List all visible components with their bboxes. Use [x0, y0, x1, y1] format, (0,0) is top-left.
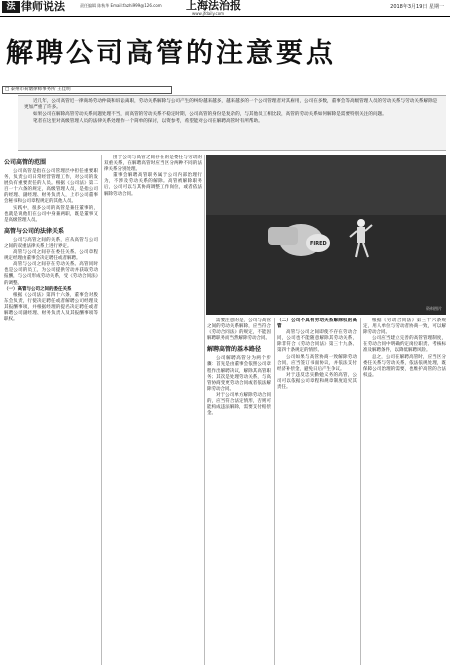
body-paragraph: 实践中，很多公司的高管是兼任董事的，也就是说他们在公司中身兼两职，既是董事又是高级管理人员。	[4, 205, 98, 223]
body-paragraph: 需要注意的是，公司与高管之间的劳动关系解除，应当符合《劳动合同法》的规定，不能因解聘职务而当然解除劳动合同。	[207, 318, 271, 342]
column-2	[104, 155, 202, 665]
column-4	[277, 318, 357, 665]
masthead-rule	[0, 16, 450, 17]
stamp-label: FIRED	[310, 241, 327, 247]
article-photo	[206, 155, 446, 315]
body-paragraph: 公司解聘高管分为两个步骤：首先是由董事会依照公司章程作出解聘决议，解除其高管职务；其次是处理劳动关系，与高管协商变更劳动合同或者依法解除劳动合同。	[207, 356, 271, 392]
column-3	[207, 318, 271, 665]
section-heading: 解聘高管的基本路径	[207, 346, 262, 354]
column-divider	[274, 318, 275, 665]
lead-paragraph: 近几年，公司高管近一律商场劳动仲裁和诉讼离职，劳动关系解除与公司产生的纠纷越来越多，越来越多的一个公司管理者对其雇用，公司在多数，董事会等高级管理人员的劳动关系与劳动关系解除是更加严重了许多。	[24, 99, 438, 111]
body-paragraph: 董事会解聘高管职务属于公司内部治理行为，不涉及劳动关系的解除。高管被解除职务后，公司可以与其协商调整工作岗位，或者依法解除劳动合同。	[104, 173, 202, 197]
photo-illustration	[206, 155, 446, 315]
lead-paragraph: 如果公司在解除高管劳动关系问题处理不当，而高管的劳动关系不稳定时期，公司高管的身份是复杂的，与其他员工相比较，高管的劳动关系如何解除是需要特别关注的问题。	[33, 112, 387, 118]
body-paragraph: 根据《劳动合同法》第三十六条规定，用人单位与劳动者协商一致，可以解除劳动合同。	[363, 318, 446, 336]
article-byline: □ 泰州市荷塘律师事务所 王佳明	[2, 86, 172, 94]
body-paragraph: 由于公司与高管之间存在的是委任与劳动的双重关系，在解聘高管时应当区分两种不同的法律关系分别处理。	[104, 155, 202, 173]
editor-info: 责任编辑 陈秋华 Email:fazhi999@126.com	[80, 3, 162, 8]
column-divider	[204, 155, 205, 665]
column-divider	[101, 155, 102, 665]
column-5	[363, 318, 446, 665]
issue-date: 2018年3月19日 星期一	[390, 4, 444, 10]
column-1	[4, 155, 98, 665]
body-paragraph: 公司如果与高管协商一致解除劳动合同，应当签订书面协议，并依法支付经济补偿金，避免日后产生争议。	[277, 354, 357, 372]
masthead	[0, 0, 450, 18]
body-paragraph: 根据《公司法》第四十六条，董事会对股东会负责，行使决定聘任或者解聘公司经理及其报酬事项，并根据经理的提名决定聘任或者解聘公司副经理、财务负责人及其报酬事项等职权。	[4, 292, 98, 323]
newspaper-name: 上海法治报	[186, 0, 241, 12]
body-paragraph: 高管与公司之间存在劳动关系。高管同时也是公司的员工，为公司提供劳动并获取劳动报酬，与公司形成劳动关系，受《劳动合同法》的调整。	[4, 262, 98, 286]
body-paragraph: 公司高管是指在公司管理层中担任重要职务，负责公司日常经营管理工作，对公司的发展负有重要责任的人员。根据《公司法》第二百一十六条的规定，高级管理人员，是指公司的经理、副经理、财务负责人，上市公司董事会秘书和公司章程规定的其他人员。	[4, 169, 98, 205]
photo-credit: 资料图片	[426, 306, 442, 311]
body-paragraph: 公司与高管之间的关系，应从高管与公司之间的双重法律关系上进行界定。	[4, 237, 98, 249]
section-title: 律师说法	[21, 0, 65, 13]
website-url: www.jfdaily.com	[192, 11, 225, 16]
body-paragraph: 高管与公司之间即使不存在劳动合同，公司也不能随意解除其劳动关系，除非符合《劳动合同法》第三十九条、第四十条规定的情形。	[277, 330, 357, 354]
sub-heading: （二）公司不具有劳动关系解除权的高管	[277, 318, 357, 330]
section-heading: 高管与公司的法律关系	[4, 227, 65, 235]
body-paragraph: 高管与公司之间存在委任关系。公司章程规定经理由董事会决定聘任或者解聘。	[4, 250, 98, 262]
section-heading: 公司高管的范围	[4, 159, 47, 166]
body-paragraph: 总之，公司在解聘高管时，应当区分委任关系与劳动关系，依法依规处理，既保障公司治理的需要，也维护高管的合法权益。	[363, 354, 446, 378]
body-paragraph: 对于公司单方解除劳动合同的，应当符合法定情形，否则可能构成违法解除，需要支付赔偿金。	[207, 392, 271, 417]
body-paragraph: 公司应当建立完善的高管管理制度，在劳动合同中明确约定岗位职责、考核标准及解聘条件，以降低解聘风险。	[363, 336, 446, 354]
section-logo: 法	[2, 1, 20, 13]
column-divider	[360, 318, 361, 665]
lead-paragraph: 笔者在这里对高级管理人员的法律关系处理作一个简单的探讨，以资参考，希望能对公司在解聘高管时有所帮助。	[33, 119, 263, 125]
body-paragraph: 对于违反忠实勤勉义务的高管，公司可以依据公司章程和规章制度追究其责任。	[277, 372, 357, 391]
sub-heading: （一）高管与公司之间的委任关系	[4, 286, 72, 292]
article-lead	[18, 95, 446, 151]
article-headline: 解聘公司高管的注意要点	[6, 38, 336, 69]
